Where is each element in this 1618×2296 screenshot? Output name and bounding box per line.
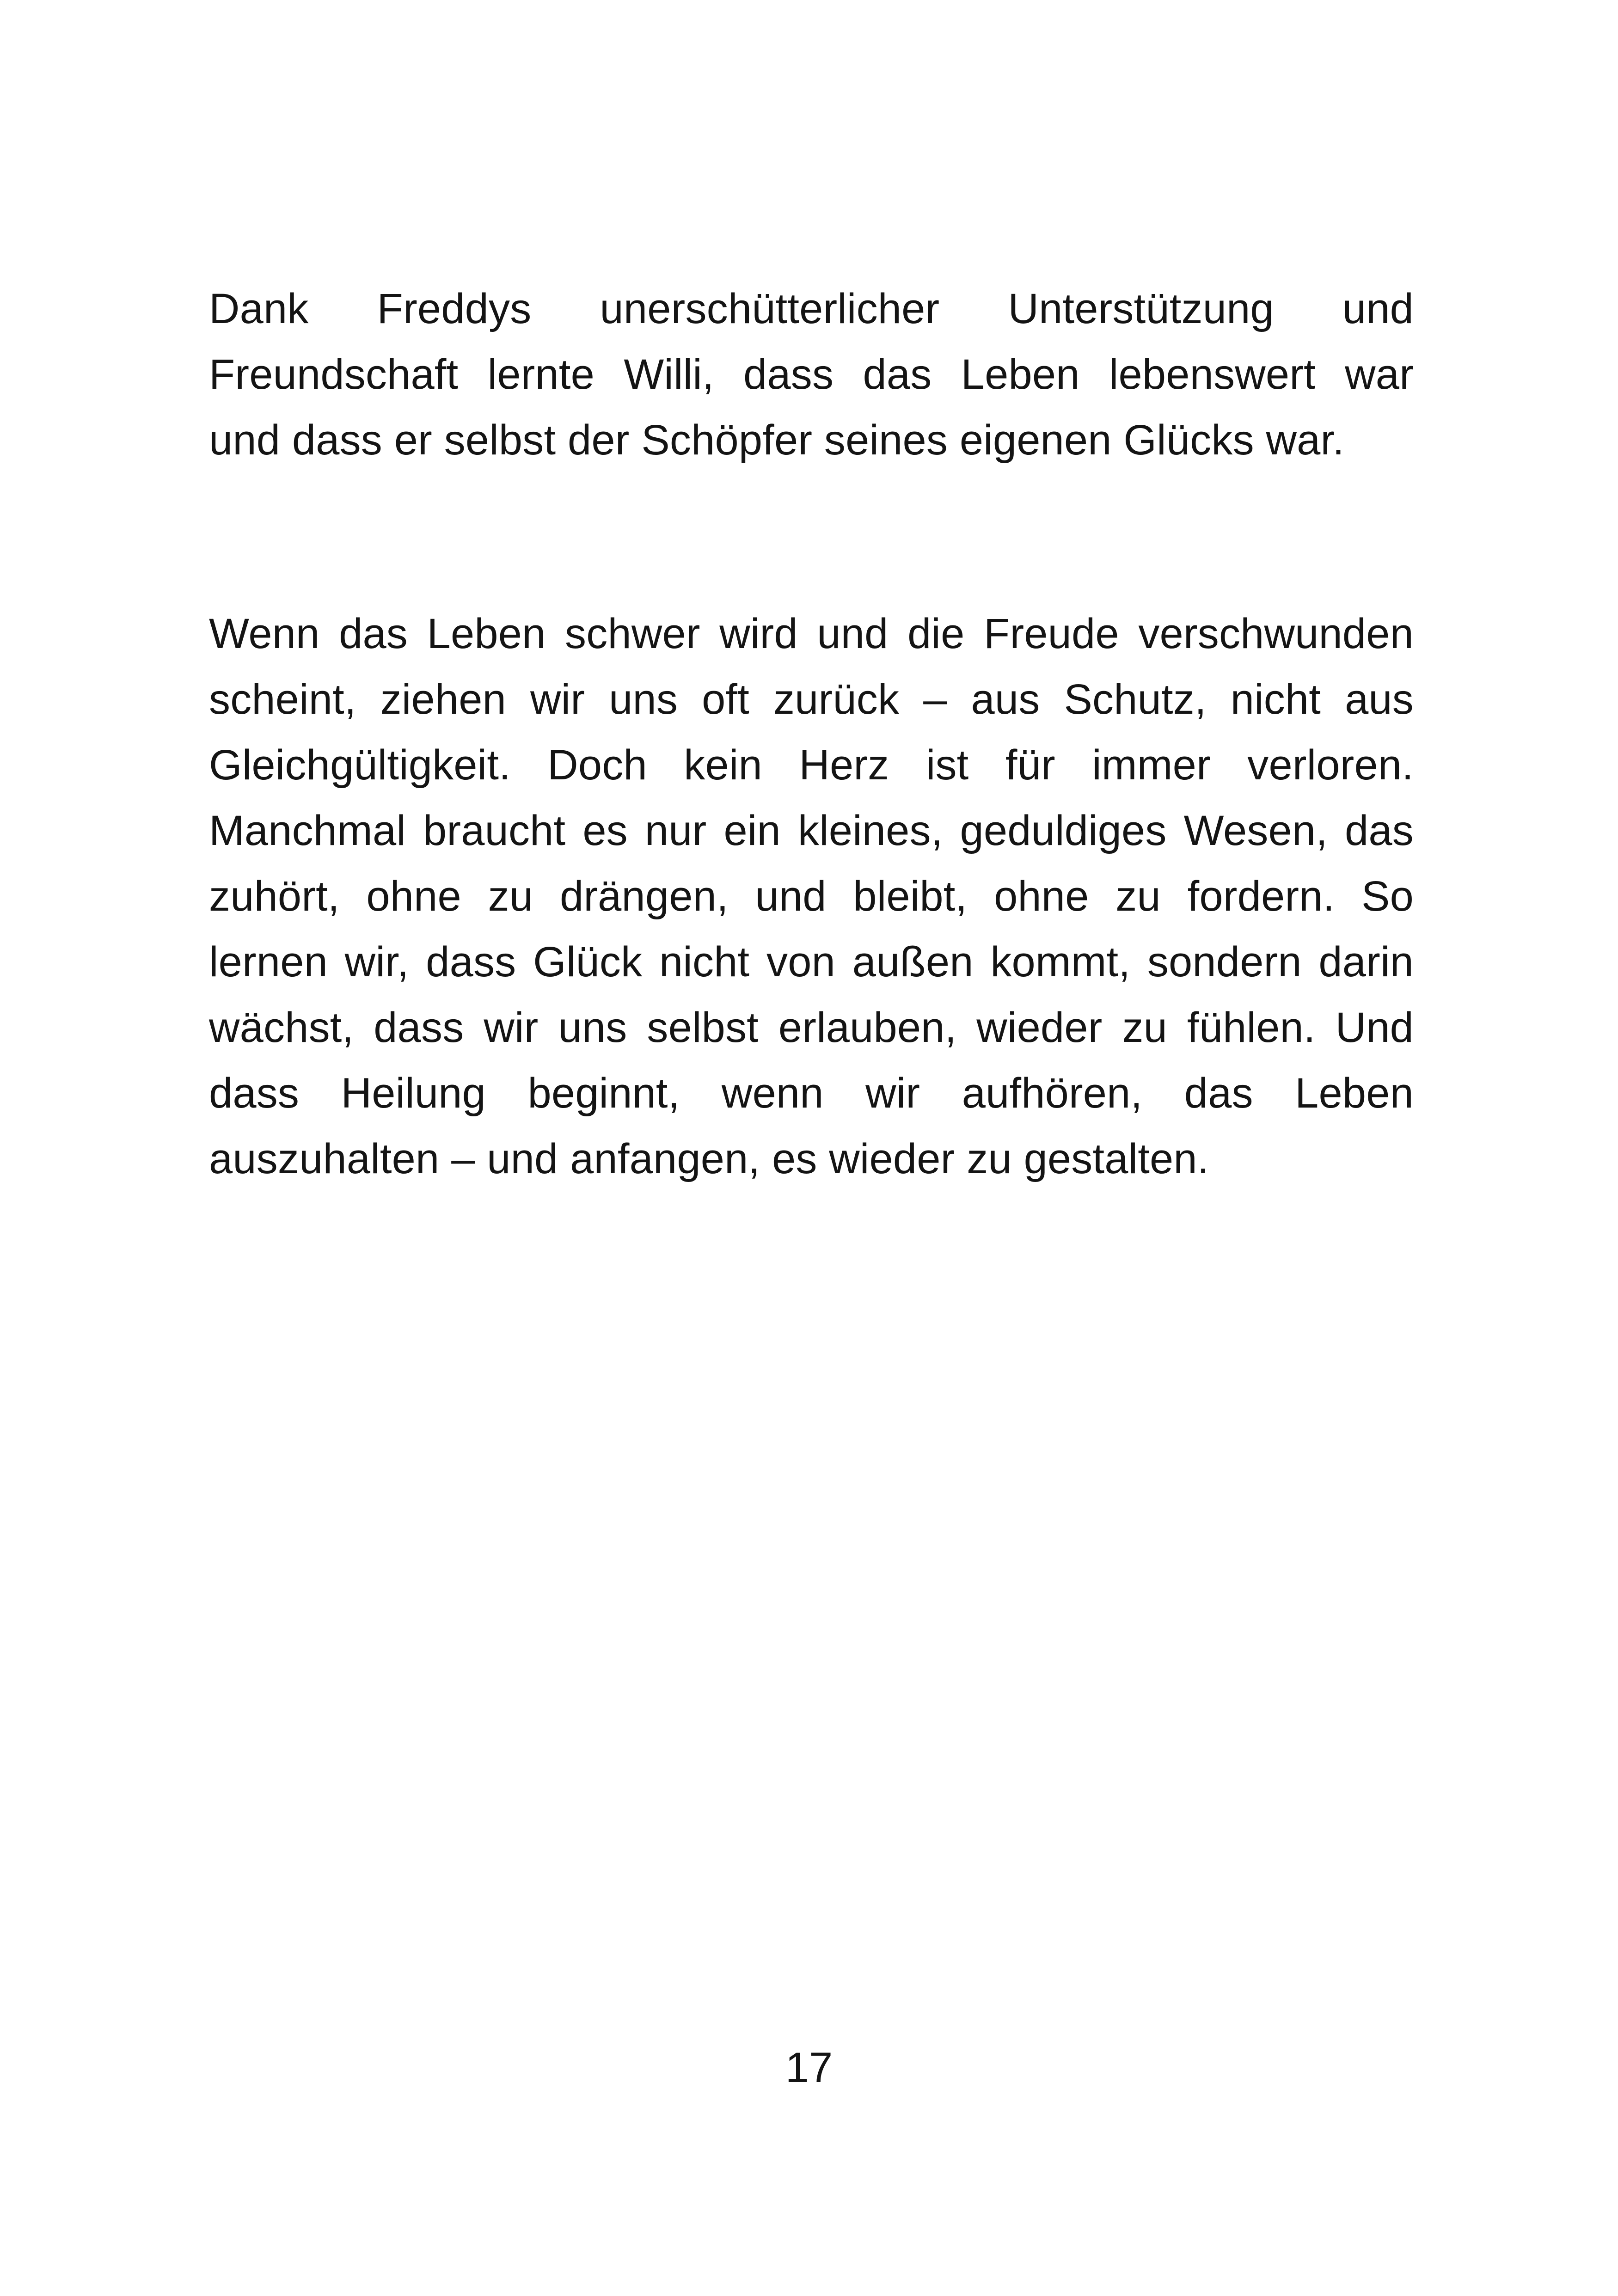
paragraph-2-line-1: Wenn das Leben schwer wird und die Freude verschwunden <box>209 610 1414 657</box>
paragraph-2-line-7: wächst, dass wir uns selbst erlauben, wieder zu fühlen. Und <box>209 1004 1414 1051</box>
page-number: 17 <box>785 2044 833 2091</box>
paragraph-2-line-6: lernen wir, dass Glück nicht von außen kommt, sondern darin <box>209 938 1414 986</box>
paragraph-2-line-3: Gleichgültigkeit. Doch kein Herz ist für immer verloren. <box>209 741 1414 789</box>
paragraph-1 <box>209 276 1414 473</box>
paragraph-2-line-2: scheint, ziehen wir uns oft zurück – aus Schutz, nicht aus <box>209 676 1414 723</box>
paragraph-2-line-9: auszuhalten – und anfangen, es wieder zu gestalten. <box>209 1135 1209 1182</box>
paragraph-2-line-5: zuhört, ohne zu drängen, und bleibt, ohne zu fordern. So <box>209 873 1414 920</box>
paragraph-1-line-3: und dass er selbst der Schöpfer seines eigenen Glücks war. <box>209 416 1345 464</box>
paragraph-2-line-4: Manchmal braucht es nur ein kleines, geduldiges Wesen, das <box>209 807 1414 854</box>
paragraph-1-line-2: Freundschaft lernte Willi, dass das Leben lebenswert war <box>209 351 1414 398</box>
paragraph-1-line-1: Dank Freddys unerschütterlicher Unterstützung und <box>209 285 1414 332</box>
paragraph-2 <box>209 601 1414 1192</box>
paragraph-2-line-8: dass Heilung beginnt, wenn wir aufhören, das Leben <box>209 1070 1414 1117</box>
